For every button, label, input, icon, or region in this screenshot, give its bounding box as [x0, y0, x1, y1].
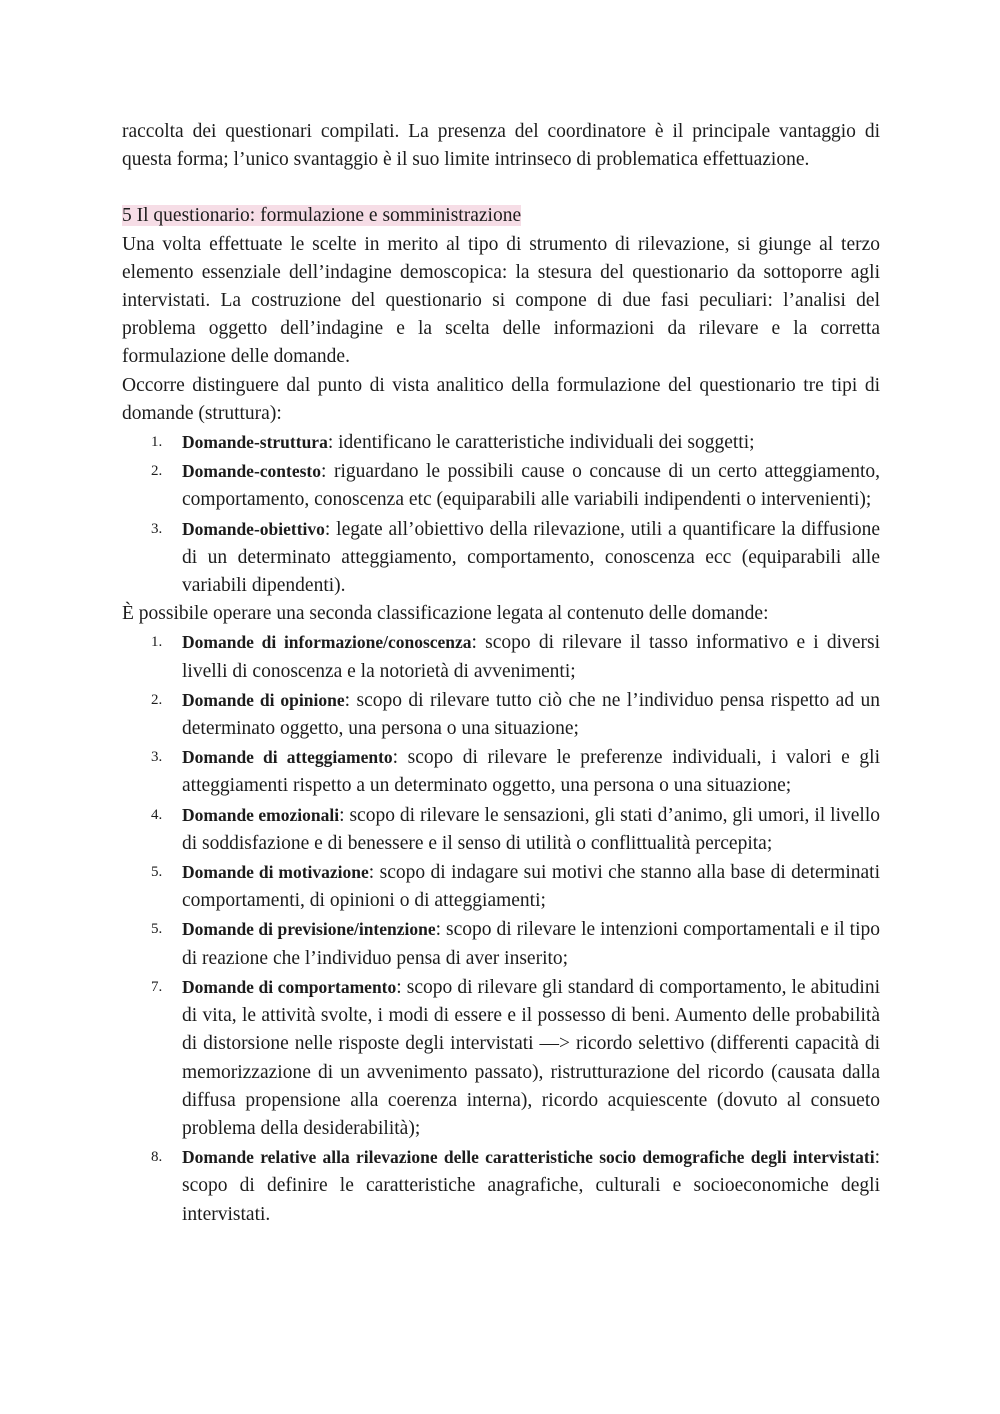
list-term: Domande di previsione/intenzione	[182, 919, 436, 940]
list-text: : scopo di rilevare le sensazioni, gli stati d’animo, gli umori, il livello di soddisfazione e di benessere e il senso di utilità o conflittualità percepita;	[182, 804, 880, 854]
list-number: 3.	[151, 749, 163, 766]
list-item	[122, 428, 880, 457]
list-item	[122, 915, 880, 972]
list-text: : scopo di rilevare le intenzioni comportamentali e il tipo di reazione che l’individuo pensa di aver inserito;	[182, 919, 880, 969]
body-paragraph-3: È possibile operare una seconda classificazione legata al contenuto delle domande:	[122, 603, 769, 625]
list-number: 7.	[151, 978, 163, 995]
paragraph-gap	[122, 174, 880, 202]
list-item	[122, 628, 880, 685]
list-number: 8.	[151, 1149, 163, 1166]
list-term: Domande emozionali	[182, 804, 340, 825]
question-structure-list	[122, 428, 880, 600]
list-number: 1.	[151, 434, 163, 451]
list-number: 5.	[151, 921, 163, 938]
list-text: : identificano le caratteristiche individuali dei soggetti;	[327, 432, 755, 454]
list-item	[122, 457, 880, 514]
list-number: 3.	[151, 520, 163, 537]
list-term: Domande-struttura	[182, 432, 328, 453]
list-number: 5.	[151, 864, 163, 881]
intro-paragraph: raccolta dei questionari compilati. La presenza del coordinatore è il principale vantaggio di questa forma; l’unico svantaggio è il suo limite intrinseco di problematica effettuazione.	[122, 121, 880, 171]
list-text: : scopo di rilevare gli standard di comportamento, le abitudini di vita, le attività svolte, i modi di essere e il possesso di beni. Aumento delle probabilità di distorsione nelle risposte degli intervistati —> ricordo selettivo (differenti capacità di memorizzazione di un avvenimento passato), ristrutturazione del ricordo (causata dalla diffusa propensione alla coerenza interna), ricordo acquiescente (dovuto al consueto problema della desiderabilità);	[182, 976, 880, 1139]
question-content-list	[122, 628, 880, 1228]
list-term: Domande di opinione	[182, 689, 345, 710]
list-number: 4.	[151, 806, 163, 823]
list-item	[122, 801, 880, 858]
list-text: : scopo di rilevare le preferenze individuali, i valori e gli atteggiamenti rispetto a un determinato oggetto, una persona o una situazione;	[182, 747, 881, 797]
list-number: 2.	[151, 691, 163, 708]
list-text: : scopo di rilevare tutto ciò che ne l’individuo pensa rispetto ad un determinato oggetto, una persona o una situazione;	[182, 689, 881, 740]
list-item	[122, 973, 880, 1143]
list-term: Domande di atteggiamento	[182, 747, 393, 768]
list-term: Domande di comportamento	[182, 976, 397, 997]
list-text: : scopo di indagare sui motivi che stanno alla base di determinati comportamenti, di opinioni o di atteggiamenti;	[182, 862, 880, 912]
list-item	[122, 858, 880, 915]
section-heading: 5 Il questionario: formulazione e somministrazione	[122, 205, 522, 227]
body-paragraph-2: Occorre distinguere dal punto di vista analitico della formulazione del questionario tre tipi di domande (struttura):	[122, 374, 880, 424]
list-item	[122, 1143, 880, 1229]
list-text: : legate all’obiettivo della rilevazione, utili a quantificare la diffusione di un determinato atteggiamento, comportamento, conoscenza ecc (equiparabili alle variabili dipendenti).	[182, 518, 880, 597]
body-paragraph-1: Una volta effettuate le scelte in merito al tipo di strumento di rilevazione, si giunge al terzo elemento essenziale dell’indagine demoscopica: la stesura del questionario da sottoporre agli intervistati. La costruzione del questionario si compone di due fasi peculiari: l’analisi del problema oggetto dell’indagine e la scelta delle informazioni da rilevare e la corretta formulazione delle domande.	[122, 233, 880, 368]
list-term: Domande di motivazione	[182, 862, 369, 883]
list-term: Domande-obiettivo	[182, 518, 325, 539]
list-text: : riguardano le possibili cause o concause di un certo atteggiamento, comportamento, conoscenza etc (equiparabili alle variabili indipendenti o intervenienti);	[182, 461, 880, 511]
list-item	[122, 515, 880, 601]
list-number: 2.	[151, 463, 163, 480]
list-term: Domande di informazione/conoscenza	[182, 632, 472, 653]
document-page	[122, 118, 880, 1229]
list-term: Domande relative alla rilevazione delle caratteristiche socio demografiche degli intervistati	[182, 1147, 875, 1168]
list-item	[122, 686, 880, 743]
list-text: : scopo di rilevare il tasso informativo e i diversi livelli di conoscenza e la notorietà di avvenimenti;	[182, 632, 880, 682]
list-text: : scopo di definire le caratteristiche anagrafiche, culturali e socioeconomiche degli intervistati.	[182, 1147, 880, 1225]
section-heading-line	[122, 202, 880, 230]
list-term: Domande-contesto	[182, 461, 322, 482]
list-number: 1.	[151, 634, 163, 651]
list-item	[122, 743, 880, 800]
